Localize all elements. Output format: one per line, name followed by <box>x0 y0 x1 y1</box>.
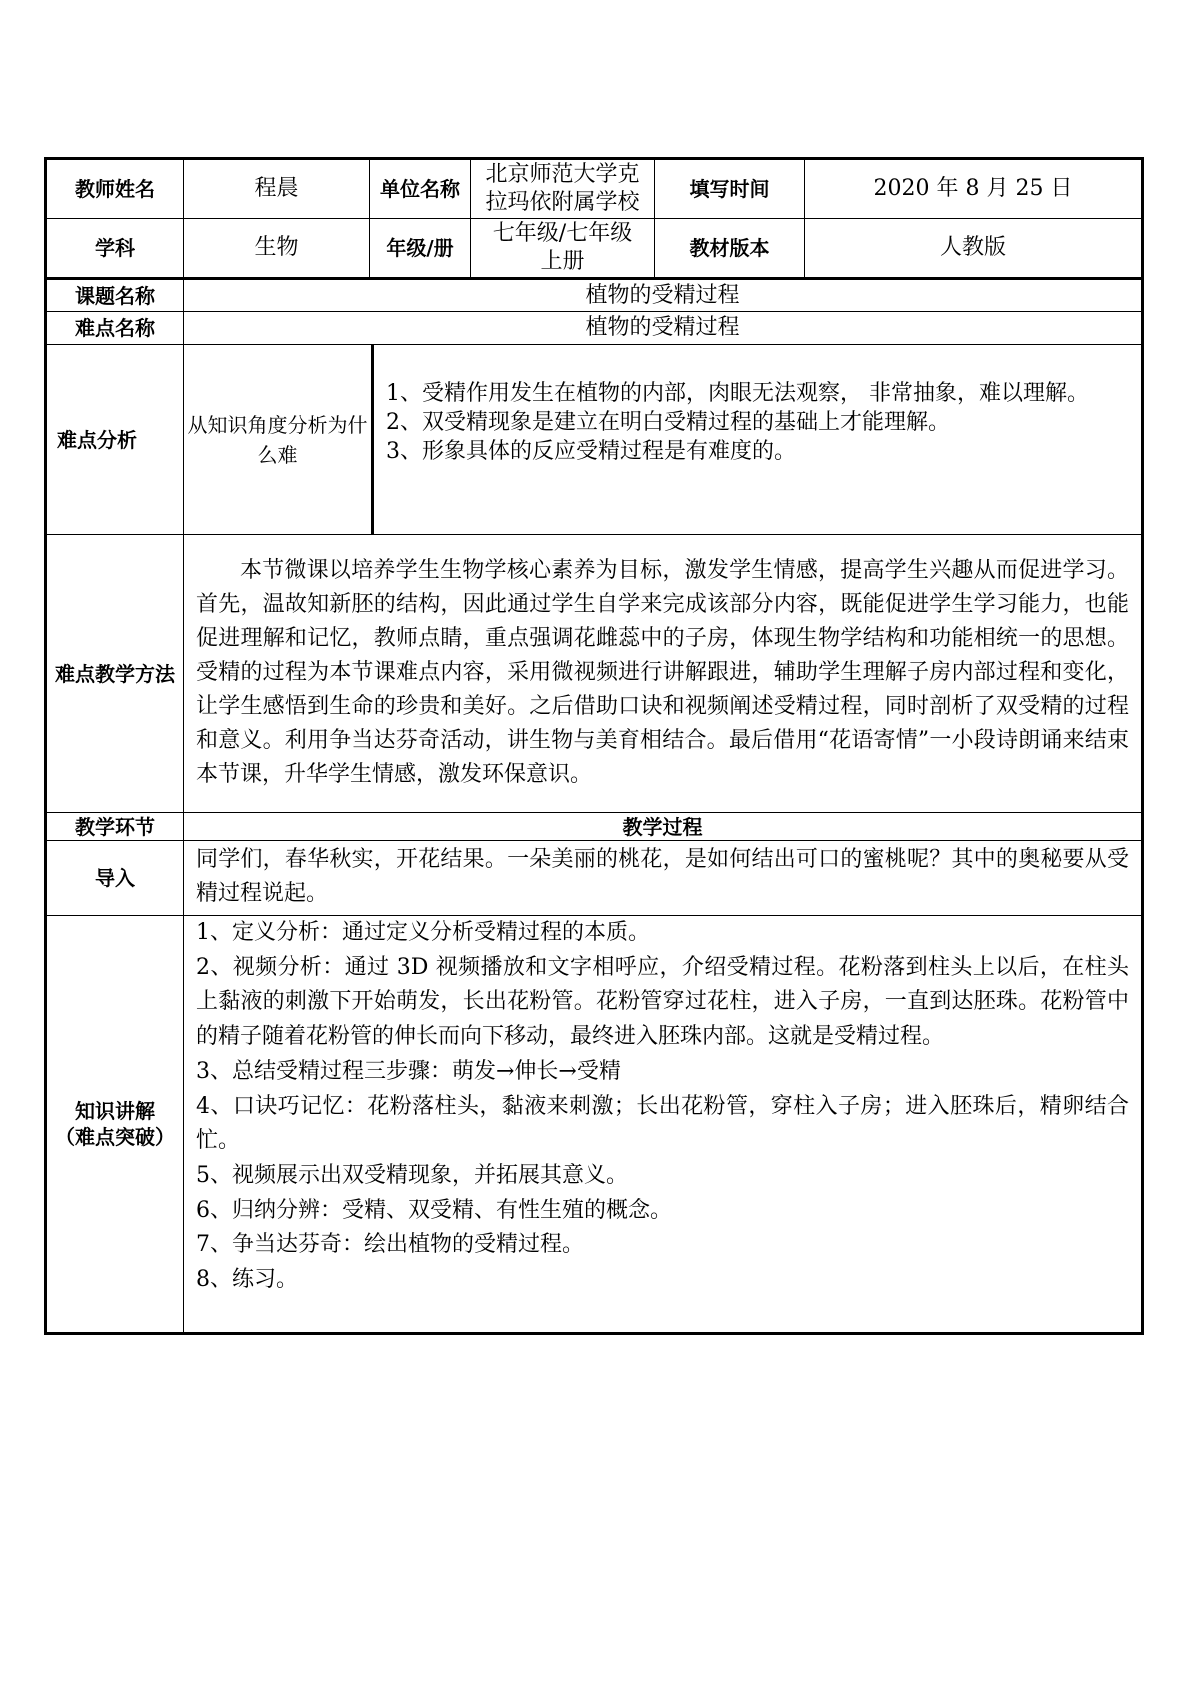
analysis-sub-label: 从知识角度分析为什么难 <box>184 345 373 535</box>
teacher-name: 程晨 <box>184 159 370 219</box>
intro-content <box>184 841 1143 916</box>
difficulty-label: 难点名称 <box>46 312 184 345</box>
process-header: 教学过程 <box>184 813 1143 841</box>
stage-header: 教学环节 <box>46 813 184 841</box>
unit-label: 单位名称 <box>370 159 471 219</box>
method-label: 难点教学方法 <box>46 535 184 813</box>
analysis-list <box>374 379 1141 468</box>
analysis-label: 难点分析 <box>46 345 184 535</box>
subject-label: 学科 <box>46 219 184 279</box>
method-text-block <box>184 552 1141 796</box>
topic-label: 课题名称 <box>46 279 184 312</box>
method-content <box>184 535 1143 813</box>
knowledge-item: 3、总结受精过程三步骤：萌发→伸长→受精 <box>196 1058 621 1084</box>
row-knowledge <box>46 916 1143 1334</box>
teacher-label: 教师姓名 <box>46 159 184 219</box>
knowledge-item: 5、视频展示出双受精现象，并拓展其意义。 <box>196 1162 628 1188</box>
subject-value: 生物 <box>184 219 370 279</box>
row-teacher <box>46 159 1143 219</box>
intro-label: 导入 <box>46 841 184 916</box>
grade-label: 年级/册 <box>370 219 471 279</box>
knowledge-item: 4、口诀巧记忆：花粉落柱头，黏液来刺激；长出花粉管，穿柱入子房；进入胚珠后，精卵结合忙。 <box>196 1093 1129 1154</box>
knowledge-item: 6、归纳分辨：受精、双受精、有性生殖的概念。 <box>196 1197 672 1223</box>
grade-value: 七年级/七年级上册 <box>471 219 655 279</box>
knowledge-item: 2、视频分析：通过 3D 视频播放和文字相呼应，介绍受精过程。花粉落到柱头上以后，在柱头上黏液的刺激下开始萌发，长出花粉管。花粉管穿过花柱，进入子房，一直到达胚珠。花粉管中的精子随着花粉管的伸长而向下移动，最终进入胚珠内部。这就是受精过程。 <box>196 954 1129 1050</box>
edition-label: 教材版本 <box>655 219 805 279</box>
edition-value: 人教版 <box>805 219 1143 279</box>
analysis-content <box>373 345 1143 535</box>
lesson-form <box>44 157 1141 1335</box>
method-text: 本节微课以培养学生生物学核心素养为目标，激发学生情感，提高学生兴趣从而促进学习。首先，温故知新胚的结构，因此通过学生自学来完成该部分内容，既能促进学生学习能力，也能促进理解和记忆，教师点睛，重点强调花雌蕊中的子房，体现生物学结构和功能相统一的思想。受精的过程为本节课难点内容，采用微视频进行讲解跟进，辅助学生理解子房内部过程和变化，让学生感悟到生命的珍贵和美好。之后借助口诀和视频阐述受精过程，同时剖析了双受精的过程和意义。利用争当达芬奇活动，讲生物与美育相结合。最后借用“花语寄情”一小段诗朗诵来结束本节课，升华学生情感，激发环保意识。 <box>196 557 1129 787</box>
date-label: 填写时间 <box>655 159 805 219</box>
knowledge-content <box>184 916 1143 1334</box>
analysis-item: 1、受精作用发生在植物的内部，肉眼无法观察， 非常抽象，难以理解。 <box>386 381 1089 406</box>
row-method <box>46 535 1143 813</box>
row-difficulty <box>46 312 1143 345</box>
lesson-table <box>44 157 1144 1335</box>
row-intro <box>46 841 1143 916</box>
analysis-item: 2、双受精现象是建立在明白受精过程的基础上才能理解。 <box>386 410 950 435</box>
intro-text: 同学们，春华秋实，开花结果。一朵美丽的桃花，是如何结出可口的蜜桃呢？其中的奥秘要从受精过程说起。 <box>196 847 1129 906</box>
row-process-header <box>46 813 1143 841</box>
knowledge-label <box>46 916 184 1334</box>
knowledge-list <box>184 916 1141 1300</box>
knowledge-item: 8、练习。 <box>196 1267 298 1293</box>
row-subject <box>46 219 1143 279</box>
topic-value: 植物的受精过程 <box>184 279 1143 312</box>
knowledge-label-line1: 知识讲解 <box>75 1099 155 1123</box>
difficulty-value: 植物的受精过程 <box>184 312 1143 345</box>
knowledge-item: 1、定义分析：通过定义分析受精过程的本质。 <box>196 920 650 945</box>
analysis-item: 3、形象具体的反应受精过程是有难度的。 <box>386 439 796 464</box>
knowledge-item: 7、争当达芬奇：绘出植物的受精过程。 <box>196 1232 584 1258</box>
date-value: 2020 年 8 月 25 日 <box>805 159 1143 219</box>
unit-name: 北京师范大学克拉玛依附属学校 <box>471 159 655 219</box>
knowledge-label-line2: （难点突破） <box>55 1125 175 1149</box>
row-topic <box>46 279 1143 312</box>
row-analysis <box>46 345 1143 535</box>
